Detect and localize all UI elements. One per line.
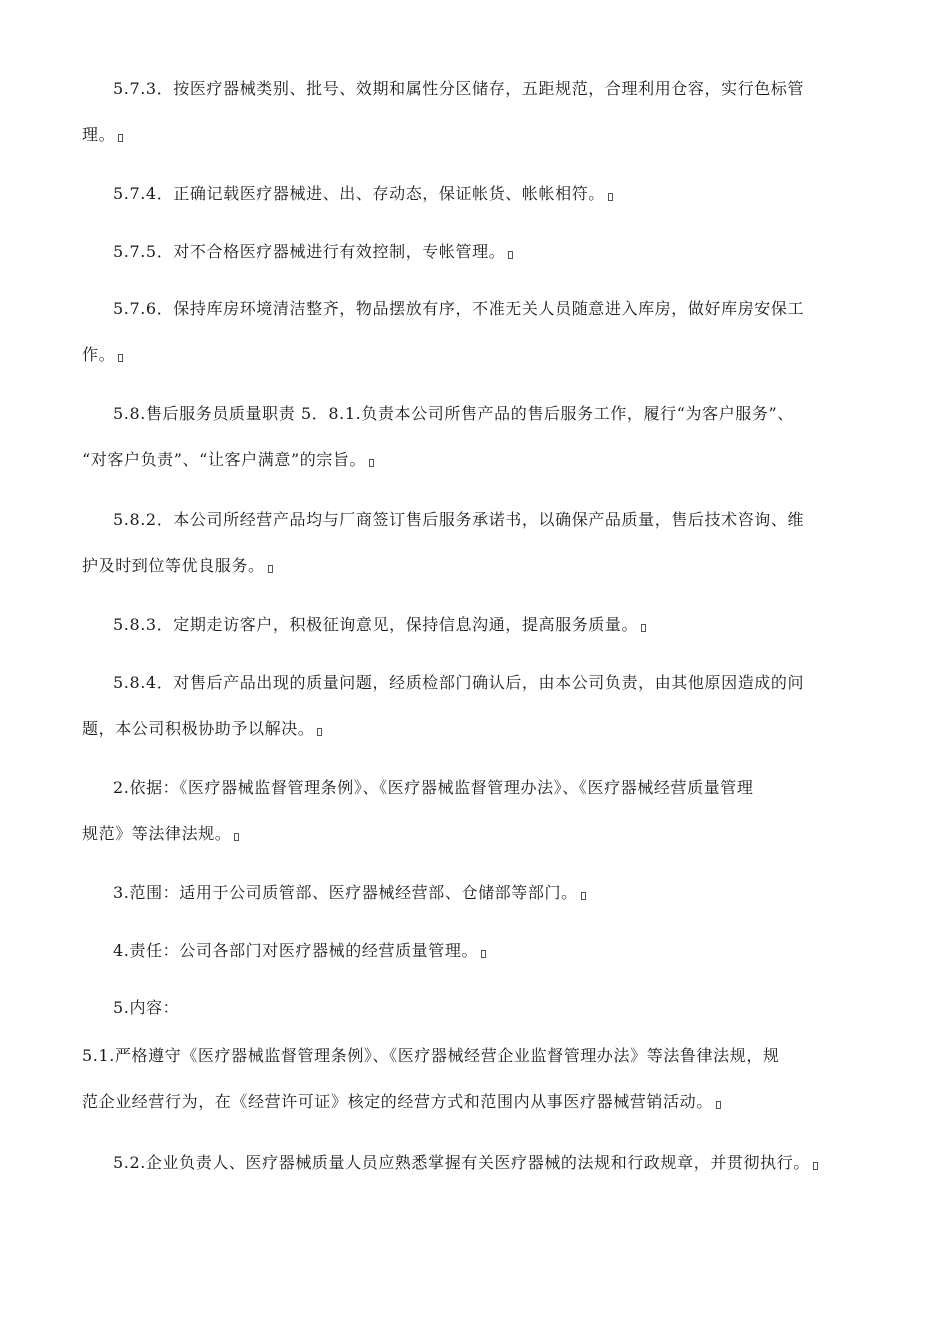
paragraph-5-7-6 xyxy=(82,286,872,378)
text-line: 5.8.3．定期走访客户，积极征询意见，保持信息沟通，提高服务质量。 xyxy=(82,602,872,648)
paragraph-mark-icon xyxy=(508,251,513,259)
text-line: 2.依据：《医疗器械监督管理条例》、《医疗器械监督管理办法》、《医疗器械经营质量管理 xyxy=(113,778,754,797)
paragraph-mark-icon xyxy=(317,728,322,736)
paragraph-mark-icon xyxy=(641,624,646,632)
paragraph-mark-icon xyxy=(813,1162,818,1170)
text-line: 5.8.2．本公司所经营产品均与厂商签订售后服务承诺书，以确保产品质量，售后技术咨询、维 xyxy=(113,510,805,529)
paragraph-scope xyxy=(82,870,872,916)
paragraph-mark-icon xyxy=(118,134,123,142)
text-line: 5.7.4．正确记载医疗器械进、出、存动态，保证帐货、帐帐相符。 xyxy=(82,171,872,217)
text-line: 作。 xyxy=(82,332,872,378)
paragraph-5-7-4 xyxy=(82,171,872,217)
text-line: 题，本公司积极协助予以解决。 xyxy=(82,706,872,752)
text-line: 5.2.企业负责人、医疗器械质量人员应熟悉掌握有关医疗器械的法规和行政规章，并贯彻执行。 xyxy=(82,1140,872,1186)
paragraph-5-8-2 xyxy=(82,497,872,589)
paragraph-5-1 xyxy=(82,1033,872,1125)
text-line: 5.1.严格遵守《医疗器械监督管理条例》、《医疗器械经营企业监督管理办法》等法鲁律法规，规 xyxy=(82,1046,780,1065)
text-line: 4.责任：公司各部门对医疗器械的经营质量管理。 xyxy=(82,928,872,974)
text-line: “对客户负责”、“让客户满意”的宗旨。 xyxy=(82,437,872,483)
text-line: 规范》等法律法规。 xyxy=(82,811,872,857)
paragraph-mark-icon xyxy=(234,833,239,841)
text-line: 5.内容： xyxy=(113,998,180,1017)
paragraph-mark-icon xyxy=(581,892,586,900)
paragraph-5-8-4 xyxy=(82,660,872,752)
paragraph-mark-icon xyxy=(118,354,123,362)
paragraph-5-7-5 xyxy=(82,229,872,275)
text-line: 5.7.6．保持库房环境清洁整齐，物品摆放有序，不准无关人员随意进入库房，做好库房安保工 xyxy=(113,299,805,318)
text-line: 5.7.3．按医疗器械类别、批号、效期和属性分区储存，五距规范，合理利用仓容，实行色标管 xyxy=(113,79,805,98)
text-line: 5.8.4．对售后产品出现的质量问题，经质检部门确认后，由本公司负责，由其他原因造成的问 xyxy=(113,673,805,692)
paragraph-5-7-3 xyxy=(82,66,872,158)
paragraph-mark-icon xyxy=(716,1101,721,1109)
text-line: 5.8.售后服务员质量职责 5．8.1.负责本公司所售产品的售后服务工作，履行“为客户服务”、 xyxy=(113,404,794,423)
text-line: 理。 xyxy=(82,112,872,158)
paragraph-mark-icon xyxy=(268,565,273,573)
paragraph-responsibility xyxy=(82,928,872,974)
paragraph-5-2 xyxy=(82,1140,872,1186)
paragraph-5-8-3 xyxy=(82,602,872,648)
text-line: 3.范围：适用于公司质管部、医疗器械经营部、仓储部等部门。 xyxy=(82,870,872,916)
text-line: 护及时到位等优良服务。 xyxy=(82,543,872,589)
paragraph-mark-icon xyxy=(481,950,486,958)
paragraph-mark-icon xyxy=(608,193,613,201)
paragraph-basis xyxy=(82,765,872,857)
paragraph-mark-icon xyxy=(369,459,374,467)
paragraph-5-8-1 xyxy=(82,391,872,483)
paragraph-content-heading xyxy=(82,985,872,1031)
text-line: 5.7.5．对不合格医疗器械进行有效控制，专帐管理。 xyxy=(82,229,872,275)
text-line: 范企业经营行为，在《经营许可证》核定的经营方式和范围内从事医疗器械营销活动。 xyxy=(82,1079,872,1125)
